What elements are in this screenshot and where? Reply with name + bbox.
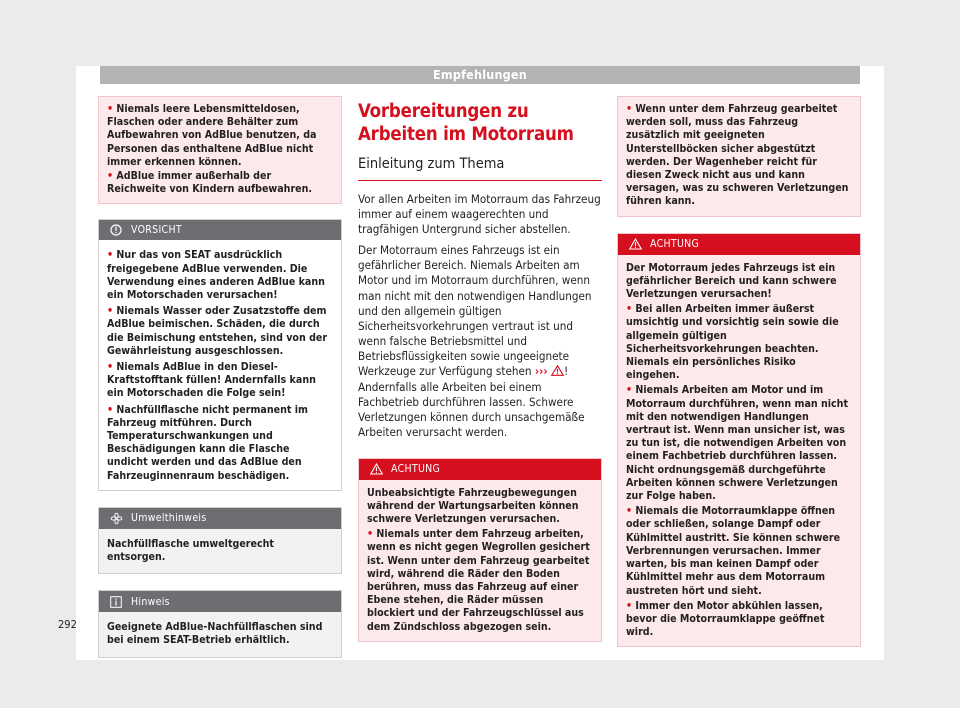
hinweis-box: [98, 590, 342, 657]
warning-continuation-box: [98, 96, 342, 204]
list-item: • Bei allen Arbeiten immer äußerst umsichtig und vorsichtig sein sowie die allgemein gültigen Sicherheitsvorkehrungen beachten. Niemals ein persönliches Risiko eingehen.: [626, 303, 839, 382]
warning-triangle-icon: [369, 462, 383, 476]
column-middle: [358, 96, 602, 642]
environment-flower-icon: [109, 511, 123, 525]
list-item: • AdBlue immer außerhalb der Reichweite von Kindern aufbewahren.: [107, 170, 313, 196]
list-item: • Niemals unter dem Fahrzeug arbeiten, wenn es nicht gegen Wegrollen gesichert ist. Wenn unter dem Fahrzeug gearbeitet wird, während die Räder den Boden berühren, muss das Fahrzeug auf einer Ebene stehen, die Räder müssen blockiert und der Fahrzeugschlüssel aus dem Zündschloss abgezogen sein.: [367, 528, 590, 633]
warning-continuation-box: [617, 96, 861, 217]
warning-triangle-icon: [628, 237, 642, 251]
column-right: [617, 96, 861, 647]
vorsicht-header: VORSICHT: [99, 220, 341, 240]
hinweis-text: Geeignete AdBlue-Nachfüllflaschen sind bei einem SEAT-Betrieb erhältlich.: [99, 612, 341, 656]
achtung-intro: Unbeabsichtigte Fahrzeugbewegungen während der Wartungsarbeiten können schwere Verletzungen verursachen.: [367, 486, 579, 525]
list-item: • Niemals AdBlue in den Diesel-Kraftstofftank füllen! Andernfalls kann ein Motorschaden die Folge sein!: [107, 361, 316, 400]
list-item: • Immer den Motor abkühlen lassen, bevor die Motorraumklappe geöffnet wird.: [626, 599, 825, 639]
page-header: Empfehlungen: [100, 66, 860, 84]
umwelthinweis-text: Nachfüllflasche umweltgerecht entsorgen.: [99, 529, 341, 573]
achtung-header: ACHTUNG: [618, 234, 860, 255]
umwelthinweis-header: Umwelthinweis: [99, 508, 341, 529]
list-item: • Nachfüllflasche nicht permanent im Fahrzeug mitführen. Durch Temperaturschwankungen und Beschädigungen kann die Flasche undicht werden und das AdBlue den Fahrzeuginnenraum beschädigen.: [107, 403, 308, 482]
caution-circle-icon: [109, 223, 123, 237]
list-item: • Niemals Arbeiten am Motor und im Motorraum durchführen, wenn man nicht mit den notwendigen Handlungen vertraut ist. Wenn man unsicher ist, was zu tun ist, die notwendigen Arbeiten von einem Fachbetrieb durchführen lassen. Nicht ordnungsgemäß durchgeführte Arbeiten können schwere Verletzungen zur Folge haben.: [626, 384, 849, 503]
list-item: • Niemals Wasser oder Zusatzstoffe dem AdBlue beimischen. Schäden, die durch die Beimischung entstehen, sind von der Gewährleistung ausgeschlossen.: [107, 305, 328, 357]
info-icon: [109, 595, 123, 609]
paragraph: Vor allen Arbeiten im Motorraum das Fahrzeug immer auf einem waagerechten und tragfähigen Untergrund sicher abstellen.: [358, 192, 601, 237]
achtung-intro: Der Motorraum jedes Fahrzeugs ist ein gefährlicher Bereich und kann schwere Verletzungen verursachen!: [626, 261, 837, 301]
vorsicht-box: [98, 219, 342, 490]
list-item: • Wenn unter dem Fahrzeug gearbeitet werden soll, muss das Fahrzeug zusätzlich mit geeigneten Unterstellböcken sicher abgestützt werden. Der Wagenheber reicht für diesen Zweck nicht aus und kann versagen, was zu schweren Verletzungen führen kann.: [626, 103, 849, 208]
list-item: • Niemals die Motorraumklappe öffnen oder schließen, solange Dampf oder Kühlmittel austritt. Sie können schwere Verbrennungen verursachen. Immer warten, bis man keinen Dampf oder Kühlmittel mehr aus dem Motorraum austreten hört und sieht.: [626, 505, 841, 597]
section-title: Vorbereitungen zu Arbeiten im Motorraum: [358, 101, 574, 145]
column-left: [98, 96, 342, 658]
achtung-box: [617, 233, 861, 648]
achtung-header: ACHTUNG: [359, 459, 601, 480]
umwelthinweis-box: [98, 507, 342, 574]
paragraph: Der Motorraum eines Fahrzeugs ist ein gefährlicher Bereich. Niemals Arbeiten am Motor und im Motorraum durchführen, wenn man nicht mit den notwendigen Handlungen und den allgemein gültigen Sicherheitsvorkehrungen vertraut ist und wenn falsche Betriebsmittel und Betriebsflüssigkeiten sowie ungeeignete Werkzeuge zur Verfügung stehen ››› ! Andernfalls alle Arbeiten bei einem Fachbetrieb durchführen lassen. Schwere Verletzungen können durch unsachgemäße Arbeiten verursacht werden.: [358, 243, 592, 440]
section-subtitle: Einleitung zum Thema: [358, 155, 602, 181]
hinweis-header: Hinweis: [99, 591, 341, 612]
warning-triangle-icon: [551, 365, 564, 380]
page-number: 292: [58, 618, 77, 631]
achtung-box: [358, 458, 602, 642]
list-item: • Nur das von SEAT ausdrücklich freigegebene AdBlue verwenden. Die Verwendung eines anderen AdBlue kann ein Motorschaden verursachen!: [107, 249, 325, 302]
cross-reference-arrow[interactable]: ›››: [534, 364, 548, 379]
list-item: • Niemals leere Lebensmitteldosen, Flaschen oder andere Behälter zum Aufbewahren von AdBlue benutzen, da Personen das enthaltene AdBlue nicht immer erkennen können.: [107, 103, 317, 168]
